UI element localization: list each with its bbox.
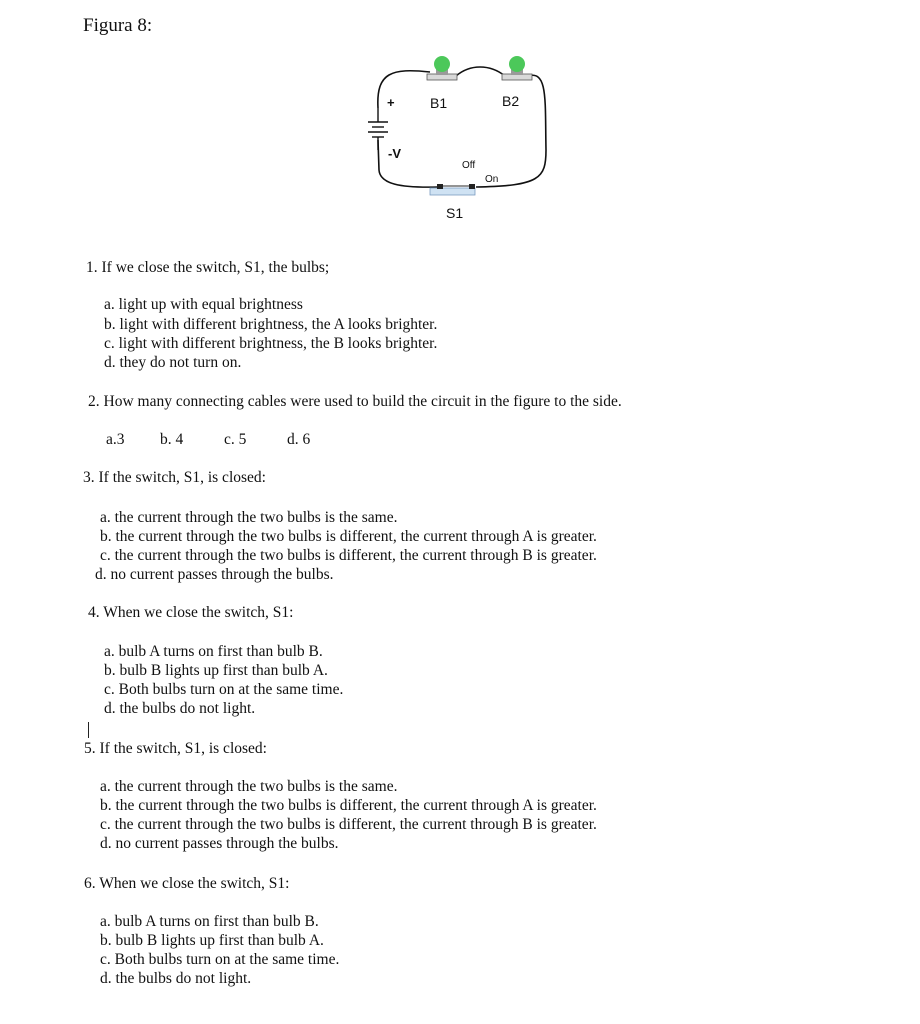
question-6-option-d: d. the bulbs do not light. <box>100 970 252 987</box>
bulb-b2-label: B2 <box>502 93 520 109</box>
bulb-b2-icon <box>502 56 532 80</box>
battery-icon <box>368 108 388 150</box>
question-5-option-c: c. the current through the two bulbs is different, the current through B is greater. <box>100 816 597 833</box>
wire-b1-to-b2 <box>456 67 505 76</box>
figure-title: Figura 8: <box>83 15 153 36</box>
switch-s1-label: S1 <box>446 205 464 221</box>
question-4-option-c: c. Both bulbs turn on at the same time. <box>104 681 344 698</box>
question-1-stem: 1. If we close the switch, S1, the bulbs; <box>86 259 330 276</box>
question-6-option-a: a. bulb A turns on first than bulb B. <box>100 913 319 930</box>
question-3-option-a: a. the current through the two bulbs is the same. <box>100 509 398 526</box>
question-3-option-c: c. the current through the two bulbs is different, the current through B is greater. <box>100 547 597 564</box>
question-1-option-a: a. light up with equal brightness <box>104 296 303 313</box>
question-2-option-d: d. 6 <box>287 431 311 448</box>
switch-s1-icon <box>430 184 475 195</box>
question-2-option-a: a.3 <box>106 431 125 448</box>
question-5-option-b: b. the current through the two bulbs is different, the current through A is greater. <box>100 797 597 814</box>
question-1-option-c: c. light with different brightness, the B looks brighter. <box>104 335 438 352</box>
switch-off-label: Off <box>462 160 476 171</box>
bulb-b1-label: B1 <box>430 95 448 111</box>
question-2-option-b: b. 4 <box>160 431 184 448</box>
wire-battery-to-b1 <box>378 71 430 108</box>
question-1-option-d: d. they do not turn on. <box>104 354 242 371</box>
battery-plus-label: + <box>387 95 395 110</box>
circuit-diagram <box>0 0 920 240</box>
question-4-option-b: b. bulb B lights up first than bulb A. <box>104 662 328 679</box>
wire-switch-to-battery <box>378 140 438 187</box>
question-5-option-d: d. no current passes through the bulbs. <box>100 835 339 852</box>
question-3-stem: 3. If the switch, S1, is closed: <box>83 469 266 486</box>
question-1-option-b: b. light with different brightness, the A looks brighter. <box>104 316 438 333</box>
wire-b2-to-switch <box>476 75 546 187</box>
switch-on-label: On <box>485 174 499 185</box>
question-2-stem: 2. How many connecting cables were used to build the circuit in the figure to the side. <box>88 393 622 410</box>
question-6-option-c: c. Both bulbs turn on at the same time. <box>100 951 340 968</box>
question-5-option-a: a. the current through the two bulbs is the same. <box>100 778 398 795</box>
question-4-option-d: d. the bulbs do not light. <box>104 700 256 717</box>
question-2-option-c: c. 5 <box>224 431 247 448</box>
question-5-stem: 5. If the switch, S1, is closed: <box>84 740 267 757</box>
question-4-option-a: a. bulb A turns on first than bulb B. <box>104 643 323 660</box>
question-6-option-b: b. bulb B lights up first than bulb A. <box>100 932 324 949</box>
question-4-stem: 4. When we close the switch, S1: <box>88 604 294 621</box>
question-3-option-b: b. the current through the two bulbs is different, the current through A is greater. <box>100 528 597 545</box>
question-3-option-d: d. no current passes through the bulbs. <box>95 566 334 583</box>
text-cursor <box>88 722 89 738</box>
question-6-stem: 6. When we close the switch, S1: <box>84 875 290 892</box>
battery-neg-v-label: -V <box>388 146 401 161</box>
bulb-b1-icon <box>427 56 457 80</box>
